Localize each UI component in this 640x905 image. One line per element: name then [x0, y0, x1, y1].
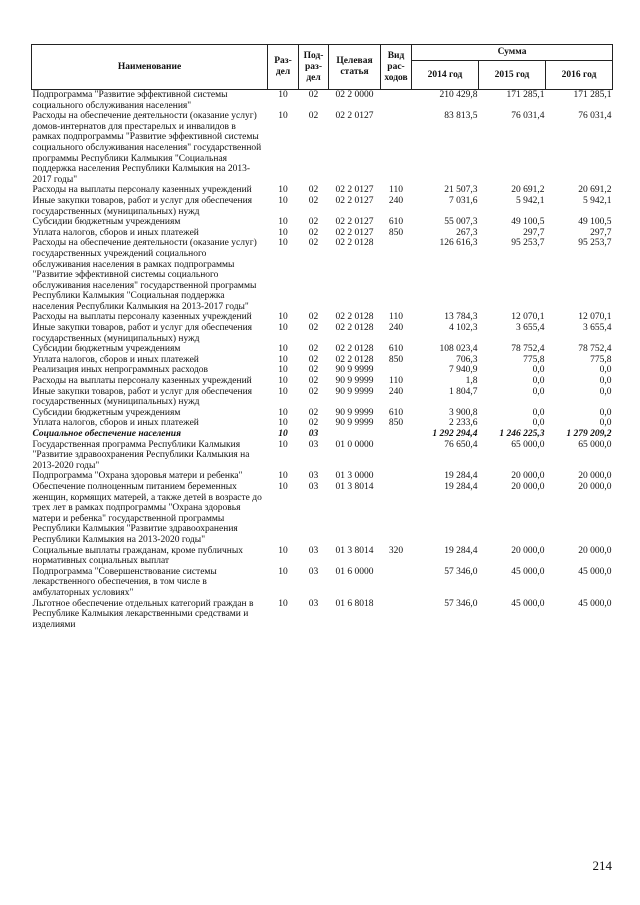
row-sum-2016-cell: 78 752,4: [578, 344, 612, 355]
row-name-cell: Расходы на обеспечение деятельности (оказание услуг) государственных учреждений социального обслуживания населения в рамках подпрограммы "Развитие эффективной системы социального обслуживания населения" государственной программы Республики Калмыкия "Социальная поддержка населения Республики Калмыкия на 2013-2017 годы": [32, 238, 257, 312]
row-section-cell: 10: [278, 407, 288, 418]
row-kind-cell: [381, 429, 412, 440]
row-name-cell: Обеспечение полноценным питанием беременных женщин, кормящих матерей, а также детей в возрасте до трех лет в рамках подпрограммы "Охрана здоровья матери и ребенка" государственной программы Республики Калмыкия "Развитие здравоохранения Республики Калмыкия на 2013-2020 годы": [32, 481, 262, 545]
row-target-cell: 90 9 9999: [335, 418, 374, 429]
table-row: [32, 185, 613, 196]
row-sum-2014-cell: 7 940,9: [449, 365, 478, 376]
row-kind-cell: 320: [388, 545, 404, 556]
table-row: [32, 111, 613, 185]
row-target-cell: 02 2 0128: [335, 238, 374, 249]
row-sum-2014-cell: 19 284,4: [444, 545, 478, 556]
row-target-cell: 90 9 9999: [335, 365, 374, 376]
row-section-cell: 10: [278, 471, 288, 482]
table-row: [32, 387, 613, 408]
row-name-cell: Социальные выплаты гражданам, кроме публичных нормативных социальных выплат: [32, 545, 243, 567]
row-sum-2016-cell: 5 942,1: [583, 195, 612, 206]
row-sum-2016-cell: 1 279 209,2: [566, 429, 612, 439]
row-sum-2014-cell: 21 507,3: [444, 185, 478, 196]
table-row: [32, 482, 613, 546]
row-name-cell: Льготное обеспечение отдельных категорий граждан в Республике Калмыкия лекарственными средствами и изделиями: [32, 598, 254, 630]
header-subsection-text: Под- раз- дел: [303, 50, 324, 83]
row-name-cell: Иные закупки товаров, работ и услуг для обеспечения государственных (муниципальных) нужд: [32, 323, 253, 344]
row-target-cell: 02 2 0127: [335, 227, 374, 238]
row-sum-2015-cell: 0,0: [532, 407, 545, 418]
row-sum-2016-cell: 95 253,7: [578, 238, 612, 249]
row-sum-2014-cell: 126 616,3: [439, 238, 478, 249]
row-subsection-cell: 02: [308, 90, 319, 100]
row-target-cell: 90 9 9999: [335, 386, 374, 397]
row-sum-2015-cell: 297,7: [523, 227, 545, 238]
row-section-cell: 10: [278, 323, 288, 334]
row-target-cell: 01 0 0000: [335, 439, 374, 450]
row-sum-2015-cell: 3 655,4: [516, 323, 545, 334]
row-sum-2014-cell: 55 007,3: [444, 217, 478, 228]
row-subsection-cell: 03: [308, 545, 319, 556]
row-kind-cell: 850: [388, 418, 404, 429]
row-sum-2014-cell: 13 784,3: [444, 312, 478, 323]
row-subsection-cell: 02: [308, 111, 319, 122]
row-kind-cell: 110: [389, 376, 403, 387]
row-name-cell: Субсидии бюджетным учреждениям: [32, 217, 181, 228]
row-sum-2015-cell: 20 691,2: [511, 185, 545, 196]
row-name-cell: Уплата налогов, сборов и иных платежей: [32, 227, 199, 238]
row-sum-2015-cell: 20 000,0: [511, 481, 545, 492]
row-target-cell: 02 2 0128: [335, 344, 374, 355]
row-section-cell: 10: [278, 354, 288, 365]
row-subsection-cell: 02: [308, 185, 319, 196]
table-body: [32, 90, 613, 631]
row-sum-2016-cell: 49 100,5: [578, 217, 612, 228]
row-subsection-cell: 02: [308, 323, 319, 334]
row-sum-2016-cell: 0,0: [599, 386, 612, 397]
row-kind-cell: 610: [388, 217, 404, 228]
row-subsection-cell: 02: [308, 227, 319, 238]
row-subsection-cell: 02: [308, 312, 319, 323]
table-row: [32, 90, 613, 112]
row-kind-cell: [381, 90, 412, 112]
row-name-cell: Расходы на выплаты персоналу казенных учреждений: [32, 376, 252, 387]
row-section-cell: 10: [278, 481, 288, 492]
row-name-cell: Подпрограмма "Развитие эффективной системы социального обслуживания населения": [32, 90, 228, 111]
row-name-cell: Расходы на выплаты персоналу казенных учреждений: [32, 312, 252, 323]
row-subsection-cell: 03: [308, 471, 319, 482]
row-sum-2016-cell: 3 655,4: [583, 323, 612, 334]
row-subsection-cell: 03: [308, 481, 319, 492]
row-sum-2016-cell: 0,0: [599, 418, 612, 429]
row-name-cell: Субсидии бюджетным учреждениям: [32, 407, 181, 418]
row-section-cell: 10: [278, 238, 288, 249]
row-sum-2016-cell: 171 285,1: [573, 90, 612, 100]
row-kind-cell: [381, 567, 412, 599]
row-sum-2014-cell: 706,3: [456, 354, 478, 365]
row-section-cell: 10: [278, 429, 288, 439]
row-name-cell: Государственная программа Республики Калмыкия "Развитие здравоохранения Республики Калмыкия на 2013-2020 годы": [32, 439, 250, 471]
row-subsection-cell: 02: [308, 238, 319, 249]
row-target-cell: 02 2 0128: [335, 354, 374, 365]
header-target-text: Целевая статья: [336, 56, 373, 77]
table-row: [32, 196, 613, 217]
table-row: [32, 440, 613, 472]
table-row: [32, 312, 613, 323]
row-subsection-cell: 02: [308, 407, 319, 418]
header-target: [329, 45, 381, 90]
table-row: [32, 599, 613, 631]
row-subsection-cell: 02: [308, 354, 319, 365]
row-section-cell: 10: [278, 217, 288, 228]
budget-table-sheet: [31, 44, 612, 630]
row-sum-2015-cell: 78 752,4: [511, 344, 545, 355]
row-sum-2014-cell: 19 284,4: [444, 471, 478, 482]
row-name-cell: Расходы на выплаты персоналу казенных учреждений: [32, 185, 252, 196]
row-sum-2016-cell: 20 000,0: [578, 481, 612, 492]
row-target-cell: 01 3 0000: [335, 471, 374, 482]
row-sum-2015-cell: 45 000,0: [511, 598, 545, 609]
row-kind-cell: [381, 440, 412, 472]
row-sum-2015-cell: 45 000,0: [511, 566, 545, 577]
row-section-cell: 10: [278, 545, 288, 556]
row-target-cell: 02 2 0128: [335, 312, 374, 323]
table-row: [32, 323, 613, 344]
row-section-cell: 10: [278, 195, 288, 206]
row-subsection-cell: 02: [308, 365, 319, 376]
header-kind: [381, 45, 412, 90]
row-target-cell: 02 2 0127: [335, 185, 374, 196]
row-kind-cell: [381, 238, 412, 312]
row-target-cell: 90 9 9999: [335, 376, 374, 387]
row-target-cell: 90 9 9999: [335, 407, 374, 418]
row-sum-2014-cell: 3 900,8: [449, 407, 478, 418]
row-name-cell: Социальное обеспечение населения: [32, 429, 181, 439]
row-sum-2014-cell: 19 284,4: [444, 481, 478, 492]
row-sum-2015-cell: 65 000,0: [511, 439, 545, 450]
row-sum-2015-cell: 0,0: [532, 376, 545, 387]
row-sum-2016-cell: 20 691,2: [578, 185, 612, 196]
row-sum-2015-cell: 20 000,0: [511, 545, 545, 556]
row-section-cell: 10: [278, 227, 288, 238]
row-sum-2015-cell: 20 000,0: [511, 471, 545, 482]
row-sum-2015-cell: 0,0: [532, 365, 545, 376]
table-row: [32, 429, 613, 440]
row-target-cell: 01 3 8014: [335, 545, 374, 556]
row-sum-2016-cell: 20 000,0: [578, 545, 612, 556]
table-row: [32, 344, 613, 355]
row-kind-cell: 850: [388, 354, 404, 365]
budget-table: [31, 44, 613, 630]
row-sum-2014-cell: 57 346,0: [444, 598, 478, 609]
header-name: Наименование: [32, 45, 268, 90]
row-sum-2014-cell: 57 346,0: [444, 566, 478, 577]
row-name-cell: Уплата налогов, сборов и иных платежей: [32, 418, 199, 429]
row-sum-2015-cell: 76 031,4: [511, 111, 545, 122]
row-kind-cell: 240: [388, 323, 404, 334]
row-target-cell: 02 2 0000: [335, 90, 374, 100]
row-kind-cell: 610: [388, 344, 404, 355]
row-sum-2014-cell: 1 804,7: [449, 386, 478, 397]
row-section-cell: 10: [278, 598, 288, 609]
row-sum-2016-cell: 45 000,0: [578, 566, 612, 577]
row-sum-2016-cell: 0,0: [599, 407, 612, 418]
row-sum-2016-cell: 297,7: [590, 227, 612, 238]
row-sum-2014-cell: 83 813,5: [444, 111, 478, 122]
row-target-cell: 02 2 0127: [335, 111, 374, 122]
row-sum-2015-cell: 95 253,7: [511, 238, 545, 249]
table-row: [32, 238, 613, 312]
row-sum-2016-cell: 775,8: [590, 354, 612, 365]
row-sum-2014-cell: 1 292 294,4: [432, 429, 478, 439]
row-sum-2016-cell: 45 000,0: [578, 598, 612, 609]
row-kind-cell: 240: [388, 195, 404, 206]
row-sum-2016-cell: 76 031,4: [578, 111, 612, 122]
row-subsection-cell: 02: [308, 195, 319, 206]
row-name-cell: Уплата налогов, сборов и иных платежей: [32, 354, 199, 365]
row-sum-2014-cell: 267,3: [456, 227, 478, 238]
row-sum-2014-cell: 7 031,6: [449, 195, 478, 206]
row-section-cell: 10: [278, 376, 288, 387]
row-subsection-cell: 02: [308, 217, 319, 228]
header-year-2015: 2015 год: [479, 61, 546, 90]
row-section-cell: 10: [278, 439, 288, 450]
table-row: [32, 471, 613, 482]
row-target-cell: 02 2 0127: [335, 195, 374, 206]
row-section-cell: 10: [278, 386, 288, 397]
row-sum-2014-cell: 210 429,8: [439, 90, 478, 100]
row-sum-2014-cell: 108 023,4: [439, 344, 478, 355]
table-row: [32, 418, 613, 429]
row-subsection-cell: 02: [308, 386, 319, 397]
row-target-cell: 02 2 0127: [335, 217, 374, 228]
table-row: [32, 365, 613, 376]
row-sum-2015-cell: 0,0: [532, 386, 545, 397]
row-sum-2015-cell: 775,8: [523, 354, 545, 365]
row-kind-cell: [381, 482, 412, 546]
header-year-2016: 2016 год: [546, 61, 613, 90]
row-subsection-cell: 02: [308, 376, 319, 387]
row-subsection-cell: 02: [308, 344, 319, 355]
row-section-cell: 10: [278, 111, 288, 122]
header-section-text: Раз- дел: [274, 56, 292, 77]
row-section-cell: 10: [278, 312, 288, 323]
row-subsection-cell: 03: [308, 439, 319, 450]
row-name-cell: Иные закупки товаров, работ и услуг для обеспечения государственных (муниципальных) нужд: [32, 195, 253, 217]
row-name-cell: Подпрограмма "Совершенствование системы лекарственного обеспечения, в том числе в амбулаторных условиях": [32, 566, 217, 598]
row-subsection-cell: 03: [308, 598, 319, 609]
header-kind-text: Вид рас- ходов: [384, 50, 408, 83]
row-section-cell: 10: [278, 365, 288, 376]
row-target-cell: 01 3 8014: [335, 481, 374, 492]
row-kind-cell: 610: [388, 407, 404, 418]
row-sum-2015-cell: 5 942,1: [516, 195, 545, 206]
row-sum-2014-cell: 1,8: [465, 376, 478, 387]
row-sum-2016-cell: 20 000,0: [578, 471, 612, 482]
row-sum-2016-cell: 0,0: [599, 376, 612, 387]
table-row: [32, 408, 613, 419]
table-row: [32, 228, 613, 239]
header-section: [268, 45, 299, 90]
row-kind-cell: [381, 599, 412, 631]
header-year-2014: 2014 год: [412, 61, 479, 90]
row-kind-cell: [381, 365, 412, 376]
row-section-cell: 10: [278, 418, 288, 429]
row-kind-cell: [381, 111, 412, 185]
row-subsection-cell: 03: [308, 429, 319, 439]
row-sum-2014-cell: 76 650,4: [444, 439, 478, 450]
row-sum-2014-cell: 2 233,6: [449, 418, 478, 429]
row-name-cell: Подпрограмма "Охрана здоровья матери и ребенка": [32, 471, 243, 482]
row-target-cell: [329, 429, 381, 440]
page-number: 214: [592, 858, 612, 873]
row-name-cell: Реализация иных непрограммных расходов: [32, 365, 209, 376]
row-kind-cell: 240: [388, 386, 404, 397]
row-kind-cell: 110: [389, 312, 403, 323]
table-row: [32, 376, 613, 387]
row-sum-2015-cell: 0,0: [532, 418, 545, 429]
table-row: [32, 355, 613, 366]
row-subsection-cell: 03: [308, 566, 319, 577]
row-sum-2015-cell: 49 100,5: [511, 217, 545, 228]
row-subsection-cell: 02: [308, 418, 319, 429]
row-name-cell: Иные закупки товаров, работ и услуг для обеспечения государственных (муниципальных) нужд: [32, 386, 253, 408]
header-subsection: [299, 45, 329, 90]
row-sum-2014-cell: 4 102,3: [449, 323, 478, 334]
row-kind-cell: 850: [388, 227, 404, 238]
row-sum-2015-cell: 1 246 225,3: [499, 429, 545, 439]
row-sum-2015-cell: 171 285,1: [506, 90, 545, 100]
row-sum-2016-cell: 12 070,1: [578, 312, 612, 323]
table-header: [32, 45, 613, 90]
row-section-cell: 10: [278, 185, 288, 196]
row-section-cell: 10: [278, 90, 288, 100]
row-target-cell: 02 2 0128: [335, 323, 374, 334]
row-section-cell: 10: [278, 344, 288, 355]
row-section-cell: 10: [278, 566, 288, 577]
row-sum-2016-cell: 65 000,0: [578, 439, 612, 450]
table-row: [32, 217, 613, 228]
row-sum-2015-cell: 12 070,1: [511, 312, 545, 323]
row-kind-cell: [381, 471, 412, 482]
table-row: [32, 546, 613, 567]
row-sum-2016-cell: 0,0: [599, 365, 612, 376]
row-target-cell: 01 6 8018: [335, 598, 374, 609]
row-name-cell: Субсидии бюджетным учреждениям: [32, 344, 181, 355]
row-name-cell: Расходы на обеспечение деятельности (оказание услуг) домов-интернатов для престарелых и инвалидов в рамках подпрограммы "Развитие эффективной системы социального обслуживания населения" государственной программы Республики Калмыкия "Социальная поддержка населения Республики Калмыкия на 2013-2017 годы": [32, 111, 262, 185]
header-sum: Сумма: [412, 45, 613, 61]
row-target-cell: 01 6 0000: [335, 566, 374, 577]
row-kind-cell: 110: [389, 185, 403, 196]
table-row: [32, 567, 613, 599]
